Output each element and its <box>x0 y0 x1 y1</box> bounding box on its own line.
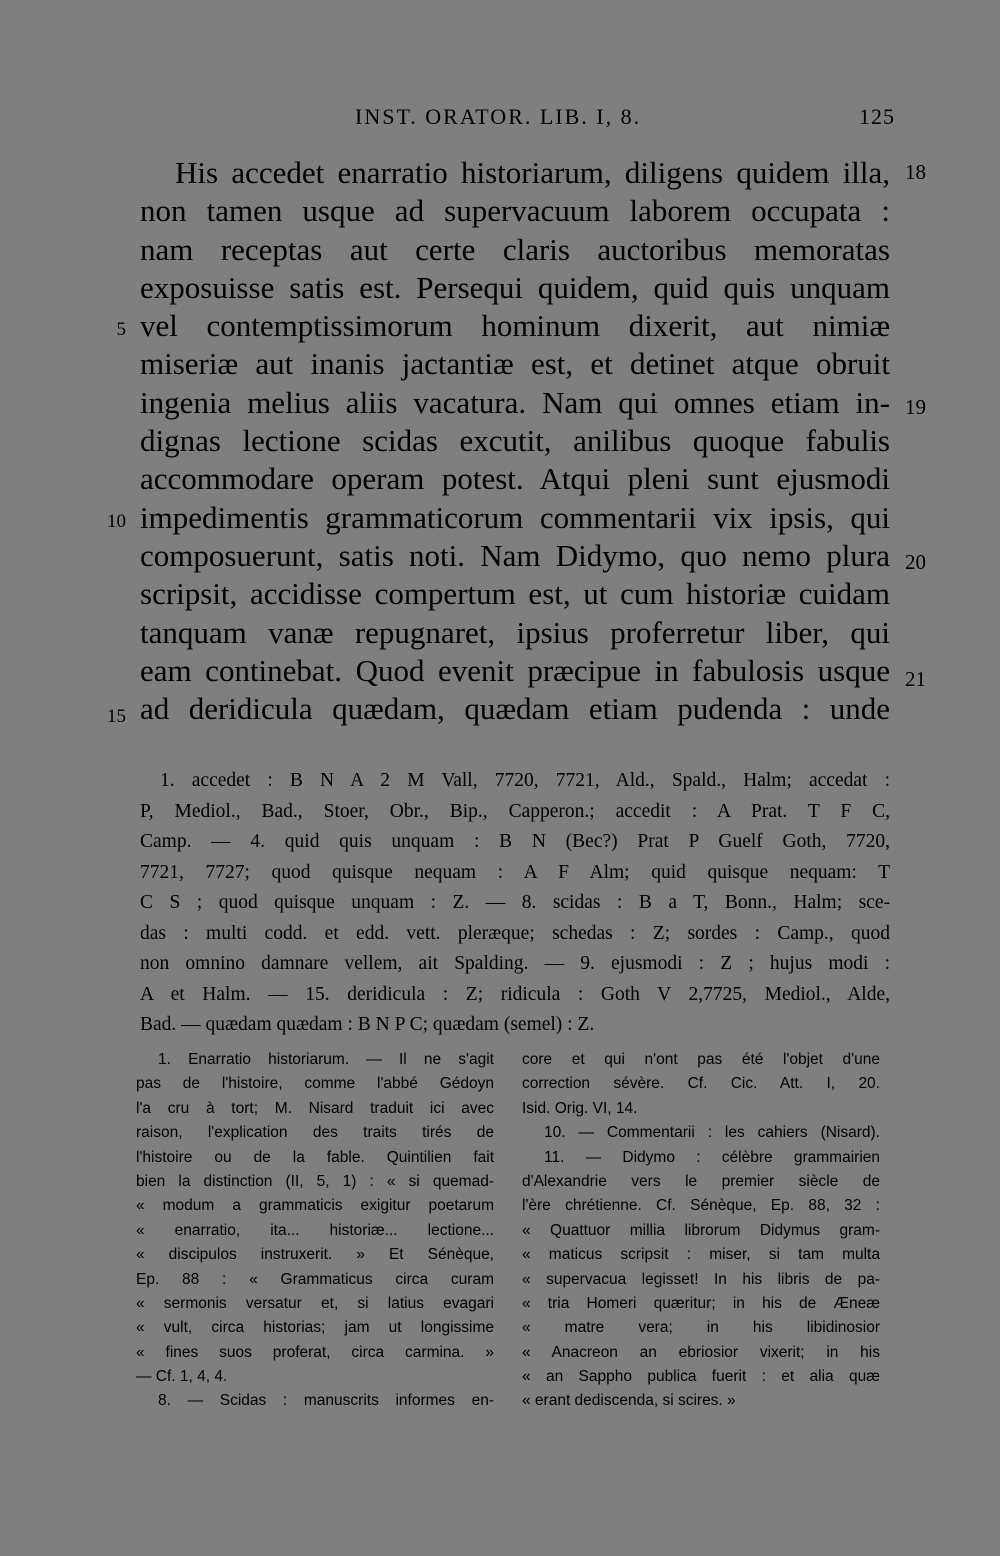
note-line: pas de l'histoire, comme l'abbé Gédoyn <box>136 1075 494 1093</box>
section-number: 21 <box>905 667 926 691</box>
note-line: core et qui n'ont pas été l'objet d'une <box>522 1051 880 1068</box>
apparatus-line: 7721, 7727; quod quisque nequam : A F Alm; quid quisque nequam: T <box>140 861 890 883</box>
note-line: 8. — Scidas : manuscrits informes en- <box>158 1392 494 1410</box>
note-line: « sermonis versatur et, si latius evagari <box>136 1294 494 1312</box>
note-line: « matre vera; in his libidinosior <box>522 1319 880 1337</box>
note-line: Isid. Orig. VI, 14. <box>522 1099 638 1117</box>
note-line: « fines suos proferat, circa carmina. » <box>136 1343 494 1361</box>
line-number: 5 <box>116 319 126 340</box>
main-line: exposuisse satis est. Persequi quidem, quid quis unquam <box>140 269 890 305</box>
note-line: correction sévère. Cf. Cic. Att. I, 20. <box>522 1075 880 1093</box>
apparatus-line: Camp. — 4. quid quis unquam : B N (Bec?) Prat P Guelf Goth, 7720, <box>140 831 890 852</box>
main-line: tanquam vanæ repugnaret, ipsius proferretur liber, qui <box>140 614 890 650</box>
note-line: — Cf. 1, 4, 4. <box>136 1368 228 1386</box>
note-line: Ep. 88 : « Grammaticus circa curam <box>136 1270 494 1288</box>
note-line: 11. — Didymo : célèbre grammairien <box>544 1148 880 1166</box>
main-line: composuerunt, satis noti. Nam Didymo, quo nemo plura <box>140 537 890 573</box>
line-number: 15 <box>107 706 126 727</box>
main-text <box>140 154 890 728</box>
note-line: l'histoire ou de la fable. Quintilien fait <box>136 1148 494 1166</box>
note-line: « vult, circa historias; jam ut longissime <box>136 1319 494 1337</box>
main-line: ad deridicula quædam, quædam etiam pudenda : unde <box>140 691 890 727</box>
apparatus-line: Bad. — quædam quædam : B N P C; quædam (semel) : Z. <box>140 1014 595 1035</box>
main-line: non tamen usque ad supervacuum laborem occupata : <box>140 193 890 229</box>
main-line: His accedet enarratio historiarum, diligens quidem illa, <box>175 155 890 190</box>
note-line: « maticus scripsit : miser, si tam multa <box>522 1246 880 1264</box>
section-number: 20 <box>905 550 926 574</box>
note-line: « erant dediscenda, si scires. » <box>522 1392 736 1410</box>
note-line: « an Sappho publica fuerit : et alia quæ <box>522 1368 880 1386</box>
note-line: « Quattuor millia librorum Didymus gram- <box>522 1221 880 1239</box>
note-line: 1. Enarratio historiarum. — Il ne s'agit <box>158 1051 494 1068</box>
running-title: INST. ORATOR. LIB. I, 8. <box>355 104 642 129</box>
note-line: l'a cru à tort; M. Nisard traduit ici avec <box>136 1099 494 1117</box>
main-line: eam continebat. Quod evenit præcipue in fabulosis usque <box>140 652 890 688</box>
apparatus-line: A et Halm. — 15. deridicula : Z; ridicula : Goth V 2,7725, Mediol., Alde, <box>140 983 890 1005</box>
note-line: d'Alexandrie vers le premier siècle de <box>522 1172 880 1190</box>
main-line: dignas lectione scidas excutit, anilibus quoque fabulis <box>140 423 890 459</box>
main-line: vel contemptissimorum hominum dixerit, aut nimiæ <box>140 308 890 344</box>
note-line: 10. — Commentarii : les cahiers (Nisard). <box>544 1124 880 1142</box>
main-line: impedimentis grammaticorum commentarii vix ipsis, qui <box>140 499 890 535</box>
note-line: raison, l'explication des traits tirés de <box>136 1124 494 1142</box>
page-number: 125 <box>859 104 895 129</box>
main-line: accommodare operam potest. Atqui pleni sunt ejusmodi <box>140 461 890 497</box>
note-line: l'ère chrétienne. Cf. Sénèque, Ep. 88, 32 : <box>522 1197 880 1215</box>
note-line: « tria Homeri quæritur; in his de Æneæ <box>522 1294 880 1312</box>
note-line: « enarratio, ita... historiæ... lectione... <box>136 1221 494 1239</box>
apparatus-line: P, Mediol., Bad., Stoer, Obr., Bip., Capperon.; accedit : A Prat. T F C, <box>140 800 890 822</box>
critical-apparatus <box>140 766 890 1041</box>
main-line: ingenia melius aliis vacatura. Nam qui omnes etiam in- <box>140 384 890 420</box>
notes-right-column <box>522 1048 880 1414</box>
main-line: miseriæ aut inanis jactantiæ est, et detinet atque obruit <box>140 346 890 382</box>
notes-left-column <box>136 1048 494 1414</box>
line-number: 10 <box>107 511 126 532</box>
main-line: nam receptas aut certe claris auctoribus memoratas <box>140 231 890 267</box>
running-header <box>140 104 895 134</box>
apparatus-line: das : multi codd. et edd. vett. pleræque; schedas : Z; sordes : Camp., quod <box>140 922 890 944</box>
main-line: scripsit, accidisse compertum est, ut cum historiæ cuidam <box>140 576 890 612</box>
note-line: « Anacreon an ebriosior vixerit; in his <box>522 1343 880 1361</box>
apparatus-line: non omnino damnare vellem, ait Spalding. — 9. ejusmodi : Z ; hujus modi : <box>140 953 890 974</box>
note-line: bien la distinction (II, 5, 1) : « si quemad- <box>136 1172 494 1190</box>
note-line: « modum a grammaticis exigitur poetarum <box>136 1197 494 1215</box>
apparatus-line: 1. accedet : B N A 2 M Vall, 7720, 7721, Ald., Spald., Halm; accedat : <box>160 770 890 791</box>
section-number: 18 <box>905 160 926 184</box>
note-line: « discipulos instruxerit. » Et Sénèque, <box>136 1246 494 1264</box>
note-line: « supervacua legisset! In his libris de pa- <box>522 1270 880 1288</box>
section-number: 19 <box>905 395 926 419</box>
apparatus-line: C S ; quod quisque unquam : Z. — 8. scidas : B a T, Bonn., Halm; sce- <box>140 892 890 913</box>
